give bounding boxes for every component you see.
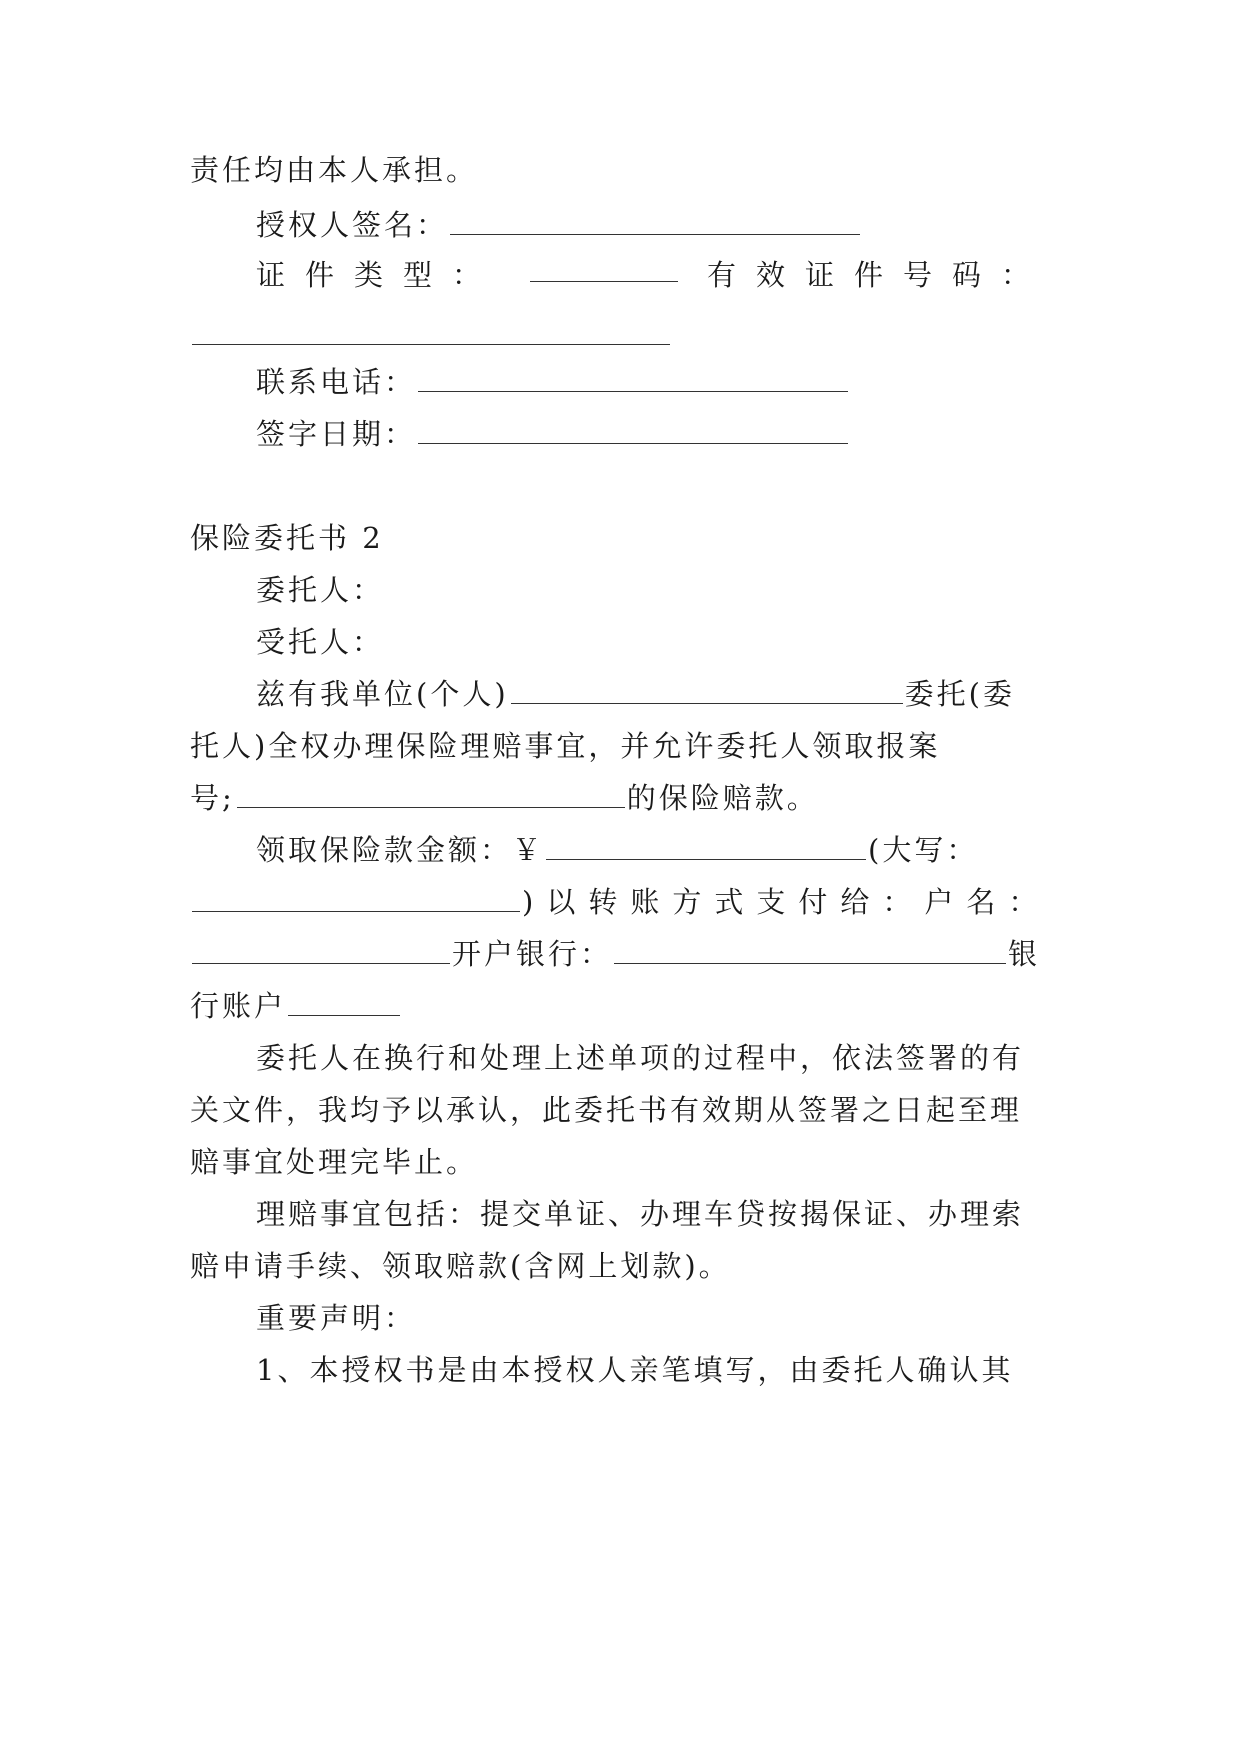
- p2-line2: [190, 882, 1050, 922]
- signer-row: [256, 205, 1050, 245]
- p1-line3: [190, 778, 1050, 818]
- id-type-label: 证件类型：: [256, 258, 502, 292]
- date-row: [256, 414, 1050, 454]
- p2-c: )以转账方式支付给：户名：: [522, 885, 1051, 919]
- amount-blank[interactable]: [546, 833, 866, 860]
- p2-d-a: 开户银行：: [452, 937, 613, 971]
- id-row: [256, 255, 1050, 295]
- p1-a: 兹有我单位(个人): [256, 677, 509, 711]
- id-number-label: 有效证件号码：: [706, 258, 1050, 292]
- p1-d-b: 的保险赔款。: [626, 781, 819, 815]
- p3-line1: 委托人在换行和处理上述单项的过程中，依法签署的有: [256, 1041, 1025, 1075]
- phone-row: [256, 362, 1050, 402]
- date-label: 签字日期：: [256, 417, 417, 451]
- principal-label: 委托人：: [256, 573, 385, 607]
- signer-label: 授权人签名：: [256, 208, 449, 242]
- phone-blank[interactable]: [418, 365, 848, 392]
- id-number-row: [190, 315, 1050, 355]
- agent-label: 受托人：: [256, 625, 385, 659]
- p3-line3: 赔事宜处理完毕止。: [190, 1145, 479, 1179]
- p2-a: 领取保险款金额：￥: [256, 833, 545, 867]
- account-name-blank[interactable]: [192, 937, 450, 964]
- p2-e: 行账户: [190, 989, 287, 1023]
- p2-b: (大写：: [868, 833, 979, 867]
- unit-blank[interactable]: [511, 677, 903, 704]
- phone-label: 联系电话：: [256, 365, 417, 399]
- case-number-blank[interactable]: [237, 781, 625, 808]
- amount-words-blank[interactable]: [192, 885, 520, 912]
- p4-line1: 理赔事宜包括：提交单证、办理车贷按揭保证、办理索: [256, 1197, 1025, 1231]
- p3-line2: 关文件，我均予以承认，此委托书有效期从签署之日起至理: [190, 1093, 1023, 1127]
- p2-line1: [256, 830, 1050, 870]
- p1-line1: [256, 674, 1050, 714]
- p2-line4: [190, 986, 1050, 1026]
- p5-heading: 重要声明：: [256, 1301, 417, 1335]
- signer-blank[interactable]: [450, 208, 860, 235]
- p1-d-a: 号;: [190, 781, 235, 815]
- date-blank[interactable]: [418, 417, 848, 444]
- p1-line2: 托人)全权办理保险理赔事宜，并允许委托人领取报案: [190, 729, 941, 763]
- text-line: 责任均由本人承担。: [190, 153, 479, 187]
- p4-line2: 赔申请手续、领取赔款(含网上划款)。: [190, 1249, 731, 1283]
- bank-blank[interactable]: [614, 937, 1006, 964]
- id-number-blank[interactable]: [192, 318, 670, 345]
- p6-line1: 1、本授权书是由本授权人亲笔填写，由委托人确认其: [256, 1353, 1014, 1387]
- id-type-blank[interactable]: [530, 255, 678, 282]
- account-number-blank[interactable]: [288, 989, 400, 1016]
- p2-d-b: 银: [1008, 937, 1041, 971]
- p1-b: 委托(委: [904, 677, 1015, 711]
- doc2-title: 保险委托书 2: [190, 521, 384, 555]
- p2-line3: [190, 934, 1050, 974]
